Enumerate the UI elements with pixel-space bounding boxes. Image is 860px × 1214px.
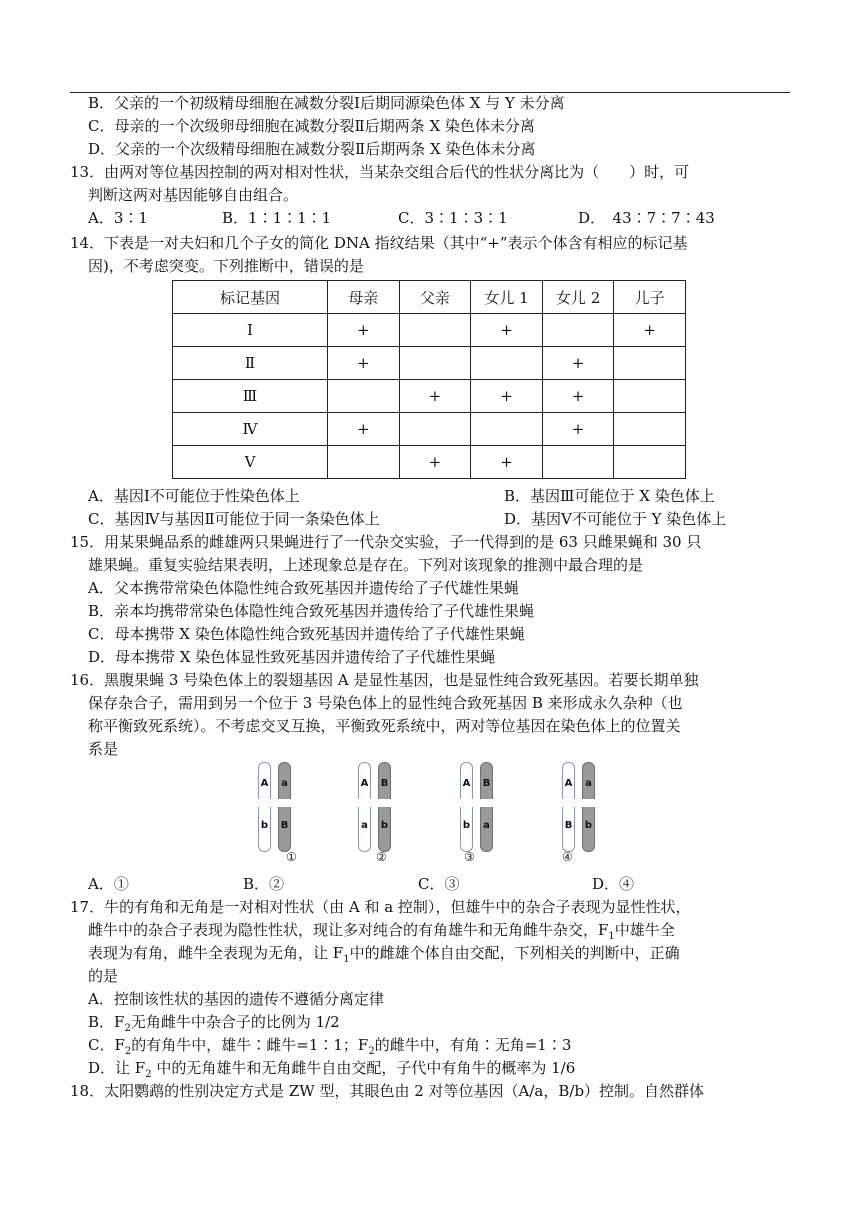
table-cell	[399, 314, 471, 347]
table-cell: +	[399, 380, 471, 413]
figure-number: ②	[376, 850, 387, 864]
table-cell	[328, 446, 400, 479]
table-row	[173, 314, 686, 347]
chromosome-left	[358, 762, 371, 852]
q14-option-d[interactable]: D．基因Ⅴ不可能位于 Y 染色体上	[504, 510, 727, 528]
gene-label: B	[280, 820, 289, 831]
q13-option-c[interactable]: C．3∶1∶3∶1	[398, 209, 508, 227]
q15-option-b[interactable]: B．亲本均携带常染色体隐性纯合致死基因并遗传给了子代雄性果蝇	[88, 602, 535, 620]
gene-label: a	[281, 778, 288, 789]
table-cell: +	[328, 347, 400, 380]
q12-option-c[interactable]: C．母亲的一个次级卵母细胞在减数分裂Ⅱ后期两条 X 染色体未分离	[88, 117, 535, 135]
table-cell	[471, 347, 543, 380]
gene-label: a	[483, 820, 490, 831]
q16-stem-line2: 保存杂合子，需用到另一个位于 3 号染色体上的显性纯合致死基因 B 来形成永久杂种（也	[88, 694, 683, 712]
q13-option-b[interactable]: B．1∶1∶1∶1	[222, 209, 332, 227]
table-cell	[614, 413, 686, 446]
chromosome-right	[278, 762, 291, 852]
table-cell: +	[614, 314, 686, 347]
q14-stem-line2: 因)，不考虑突变。下列推断中，错误的是	[88, 257, 364, 275]
q16-option-c[interactable]: C．③	[418, 875, 460, 893]
q15-stem-line1: 15．用某果蝇品系的雌雄两只果蝇进行了一代杂交实验，子一代得到的是 63 只雌果蝇和 30 只	[70, 533, 702, 551]
table-cell: +	[542, 413, 614, 446]
table-header-cell: 女儿 2	[542, 281, 614, 314]
table-cell: +	[328, 413, 400, 446]
table-cell	[542, 446, 614, 479]
figure-number: ③	[464, 850, 475, 864]
q17-stem-line4: 的是	[88, 967, 119, 985]
dna-fingerprint-table	[172, 280, 686, 479]
table-cell	[399, 413, 471, 446]
q17-option-c[interactable]: C．$F_2$的有角牛中，雄牛∶雌牛=1∶1；$F_2$的雌牛中，有角∶无角=1∶3	[88, 1036, 572, 1057]
q16-option-d[interactable]: D．④	[592, 875, 635, 893]
table-cell: Ⅲ	[173, 380, 328, 413]
gene-label: b	[584, 820, 593, 831]
table-cell	[614, 380, 686, 413]
q14-option-b[interactable]: B．基因Ⅲ可能位于 X 染色体上	[504, 487, 715, 505]
table-row	[173, 347, 686, 380]
table-cell: Ⅱ	[173, 347, 328, 380]
gene-label: B	[380, 778, 389, 789]
q17-option-a[interactable]: A．控制该性状的基因的遗传不遵循分离定律	[88, 990, 384, 1008]
table-cell: +	[471, 314, 543, 347]
table-header-cell: 母亲	[328, 281, 400, 314]
table-cell: +	[471, 380, 543, 413]
gene-label: A	[462, 778, 471, 789]
figure-number: ①	[286, 850, 297, 864]
table-cell: +	[542, 347, 614, 380]
table-row	[173, 413, 686, 446]
table-cell: +	[328, 314, 400, 347]
q17-stem-line1: 17．牛的有角和无角是一对相对性状（由 A 和 a 控制），但雄牛中的杂合子表现为显性性状，	[70, 898, 691, 916]
q17-stem-line3: 表现为有角，雌牛全表现为无角，让 $F_1$中的雌雄个体自由交配，下列相关的判断中，正确	[88, 944, 680, 965]
q13-option-d[interactable]: D． 43∶7∶7∶43	[578, 209, 715, 227]
table-header-cell: 儿子	[614, 281, 686, 314]
gene-label: a	[361, 820, 368, 831]
q16-stem-line4: 系是	[88, 740, 119, 758]
table-cell	[614, 347, 686, 380]
q15-option-c[interactable]: C．母本携带 X 染色体隐性纯合致死基因并遗传给了子代雄性果蝇	[88, 625, 525, 643]
q15-option-a[interactable]: A．父本携带常染色体隐性纯合致死基因并遗传给了子代雄性果蝇	[88, 579, 519, 597]
table-header-row	[173, 281, 686, 314]
table-cell: +	[542, 380, 614, 413]
q16-stem-line1: 16．黑腹果蝇 3 号染色体上的裂翅基因 A 是显性基因，也是显性纯合致死基因。若要长期单独	[70, 671, 699, 689]
table-row	[173, 380, 686, 413]
table-cell	[328, 380, 400, 413]
table-cell	[542, 314, 614, 347]
table-cell: Ⅰ	[173, 314, 328, 347]
q14-option-a[interactable]: A．基因Ⅰ不可能位于性染色体上	[88, 487, 300, 505]
gene-label: A	[360, 778, 369, 789]
q12-option-b[interactable]: B．父亲的一个初级精母细胞在减数分裂Ⅰ后期同源染色体 X 与 Y 未分离	[88, 94, 565, 112]
q16-stem-line3: 称平衡致死系统）。不考虑交叉互换，平衡致死系统中，两对等位基因在染色体上的位置关	[88, 717, 681, 735]
q14-option-c[interactable]: C．基因Ⅳ与基因Ⅱ可能位于同一条染色体上	[88, 510, 380, 528]
figure-number: ④	[562, 850, 573, 864]
q13-option-a[interactable]: A．3∶1	[88, 209, 148, 227]
q12-option-d[interactable]: D．父亲的一个次级精母细胞在减数分裂Ⅱ后期两条 X 染色体未分离	[88, 140, 536, 158]
q17-option-d[interactable]: D．让 $F_2$ 中的无角雄牛和无角雌牛自由交配，子代中有角牛的概率为 1/6	[88, 1059, 576, 1080]
table-cell: +	[471, 446, 543, 479]
q13-stem-line1: 13．由两对等位基因控制的两对相对性状，当某杂交组合后代的性状分离比为（ ）时，可	[70, 163, 690, 181]
table-cell: Ⅳ	[173, 413, 328, 446]
table-cell	[471, 413, 543, 446]
q15-stem-line2: 雄果蝇。重复实验结果表明，上述现象总是存在。下列对该现象的推测中最合理的是	[88, 556, 644, 574]
gene-label: b	[380, 820, 389, 831]
table-cell	[614, 446, 686, 479]
q13-stem-line2: 判断这两对基因能够自由组合。	[88, 186, 299, 204]
chromosome-left	[460, 762, 473, 852]
chromosome-left	[258, 762, 271, 852]
gene-label: b	[462, 820, 471, 831]
gene-label: b	[260, 820, 269, 831]
chromosome-right	[378, 762, 391, 852]
q16-option-b[interactable]: B．②	[243, 875, 285, 893]
gene-label: B	[564, 820, 573, 831]
table-cell: +	[399, 446, 471, 479]
q18-stem-line1: 18．太阳鹦鹉的性别决定方式是 ZW 型，其眼色由 2 对等位基因（A/a，B/b）控制。自然群体	[70, 1082, 705, 1100]
q15-option-d[interactable]: D．母本携带 X 染色体显性致死基因并遗传给了子代雄性果蝇	[88, 648, 496, 666]
table-header-cell: 父亲	[399, 281, 471, 314]
table-header-cell: 标记基因	[173, 281, 328, 314]
gene-label: A	[260, 778, 269, 789]
table-row	[173, 446, 686, 479]
q16-option-a[interactable]: A．①	[88, 875, 129, 893]
q17-stem-line2: 雌牛中的杂合子表现为隐性性状，现让多对纯合的有角雄牛和无角雌牛杂交，$F_1$中雄牛全	[88, 921, 675, 942]
q14-stem-line1: 14．下表是一对夫妇和几个子女的简化 DNA 指纹结果（其中“+”表示个体含有相应的标记基	[70, 234, 688, 252]
gene-label: B	[482, 778, 491, 789]
table-cell	[399, 347, 471, 380]
table-cell: Ⅴ	[173, 446, 328, 479]
gene-label: A	[564, 778, 573, 789]
chromosome-right	[480, 762, 493, 852]
chromosome-left	[562, 762, 575, 852]
table-header-cell: 女儿 1	[471, 281, 543, 314]
q17-option-b[interactable]: B．$F_2$无角雌牛中杂合子的比例为 1/2	[88, 1013, 340, 1034]
gene-label: a	[585, 778, 592, 789]
chromosome-right	[582, 762, 595, 852]
